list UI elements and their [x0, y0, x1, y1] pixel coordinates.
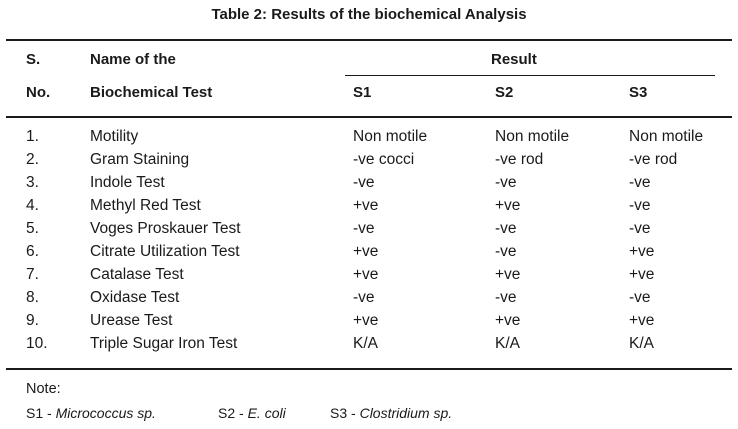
header-name-line2: Biochemical Test: [90, 84, 213, 101]
cell-s3: -ve rod: [629, 151, 678, 168]
cell-s2: K/A: [495, 335, 520, 352]
cell-s1: +ve: [353, 312, 379, 329]
cell-s2: -ve: [495, 220, 517, 237]
cell-test-name: Citrate Utilization Test: [90, 243, 240, 260]
cell-no: 3.: [26, 174, 39, 191]
header-s3: S3: [629, 84, 648, 101]
cell-s3: Non motile: [629, 128, 704, 145]
legend-s2: [218, 405, 286, 421]
cell-s3: K/A: [629, 335, 654, 352]
cell-no: 1.: [26, 128, 39, 145]
cell-s2: -ve: [495, 289, 517, 306]
cell-s1: -ve cocci: [353, 151, 415, 168]
header-rule: [6, 116, 732, 118]
cell-s1: Non motile: [353, 128, 428, 145]
cell-s2: -ve: [495, 243, 517, 260]
legend-s1: [26, 405, 156, 421]
header-s1: S1: [353, 84, 372, 101]
cell-test-name: Catalase Test: [90, 266, 184, 283]
cell-no: 10.: [26, 335, 48, 352]
cell-s1: +ve: [353, 266, 379, 283]
note-label: Note:: [26, 381, 61, 397]
cell-no: 6.: [26, 243, 39, 260]
cell-no: 2.: [26, 151, 39, 168]
cell-s1: +ve: [353, 197, 379, 214]
header-sno-line2: No.: [26, 84, 51, 101]
cell-no: 9.: [26, 312, 39, 329]
cell-s3: -ve: [629, 289, 651, 306]
cell-s1: +ve: [353, 243, 379, 260]
legend-s3-key: S3 -: [330, 405, 360, 421]
top-rule: [6, 39, 732, 41]
cell-s3: +ve: [629, 266, 655, 283]
cell-s2: -ve rod: [495, 151, 544, 168]
cell-s2: +ve: [495, 266, 521, 283]
cell-test-name: Triple Sugar Iron Test: [90, 335, 238, 352]
cell-s3: +ve: [629, 312, 655, 329]
cell-test-name: Gram Staining: [90, 151, 190, 168]
header-name-line1: Name of the: [90, 51, 176, 68]
header-result: Result: [491, 51, 537, 68]
cell-s2: -ve: [495, 174, 517, 191]
cell-s2: +ve: [495, 197, 521, 214]
table-title: Table 2: Results of the biochemical Analysis: [211, 6, 527, 23]
cell-s3: -ve: [629, 174, 651, 191]
cell-test-name: Urease Test: [90, 312, 173, 329]
cell-test-name: Voges Proskauer Test: [90, 220, 241, 237]
cell-test-name: Indole Test: [90, 174, 165, 191]
legend-s3: [330, 405, 452, 421]
cell-test-name: Motility: [90, 128, 139, 145]
cell-test-name: Methyl Red Test: [90, 197, 201, 214]
header-sno-line1: S.: [26, 51, 41, 68]
cell-no: 8.: [26, 289, 39, 306]
cell-s1: -ve: [353, 289, 375, 306]
legend-s2-organism: E. coli: [247, 405, 286, 421]
cell-s1: -ve: [353, 220, 375, 237]
legend-s1-organism: Micrococcus sp.: [55, 405, 156, 421]
bottom-rule: [6, 368, 732, 370]
header-s2: S2: [495, 84, 514, 101]
cell-s3: -ve: [629, 197, 651, 214]
legend-s1-key: S1 -: [26, 405, 56, 421]
legend-s2-key: S2 -: [218, 405, 248, 421]
result-underline: [345, 75, 715, 76]
cell-test-name: Oxidase Test: [90, 289, 180, 306]
cell-s2: Non motile: [495, 128, 570, 145]
cell-no: 5.: [26, 220, 39, 237]
cell-s3: +ve: [629, 243, 655, 260]
cell-s1: K/A: [353, 335, 378, 352]
legend-s3-organism: Clostridium sp.: [359, 405, 453, 421]
cell-s1: -ve: [353, 174, 375, 191]
cell-s2: +ve: [495, 312, 521, 329]
cell-no: 7.: [26, 266, 39, 283]
cell-s3: -ve: [629, 220, 651, 237]
cell-no: 4.: [26, 197, 39, 214]
